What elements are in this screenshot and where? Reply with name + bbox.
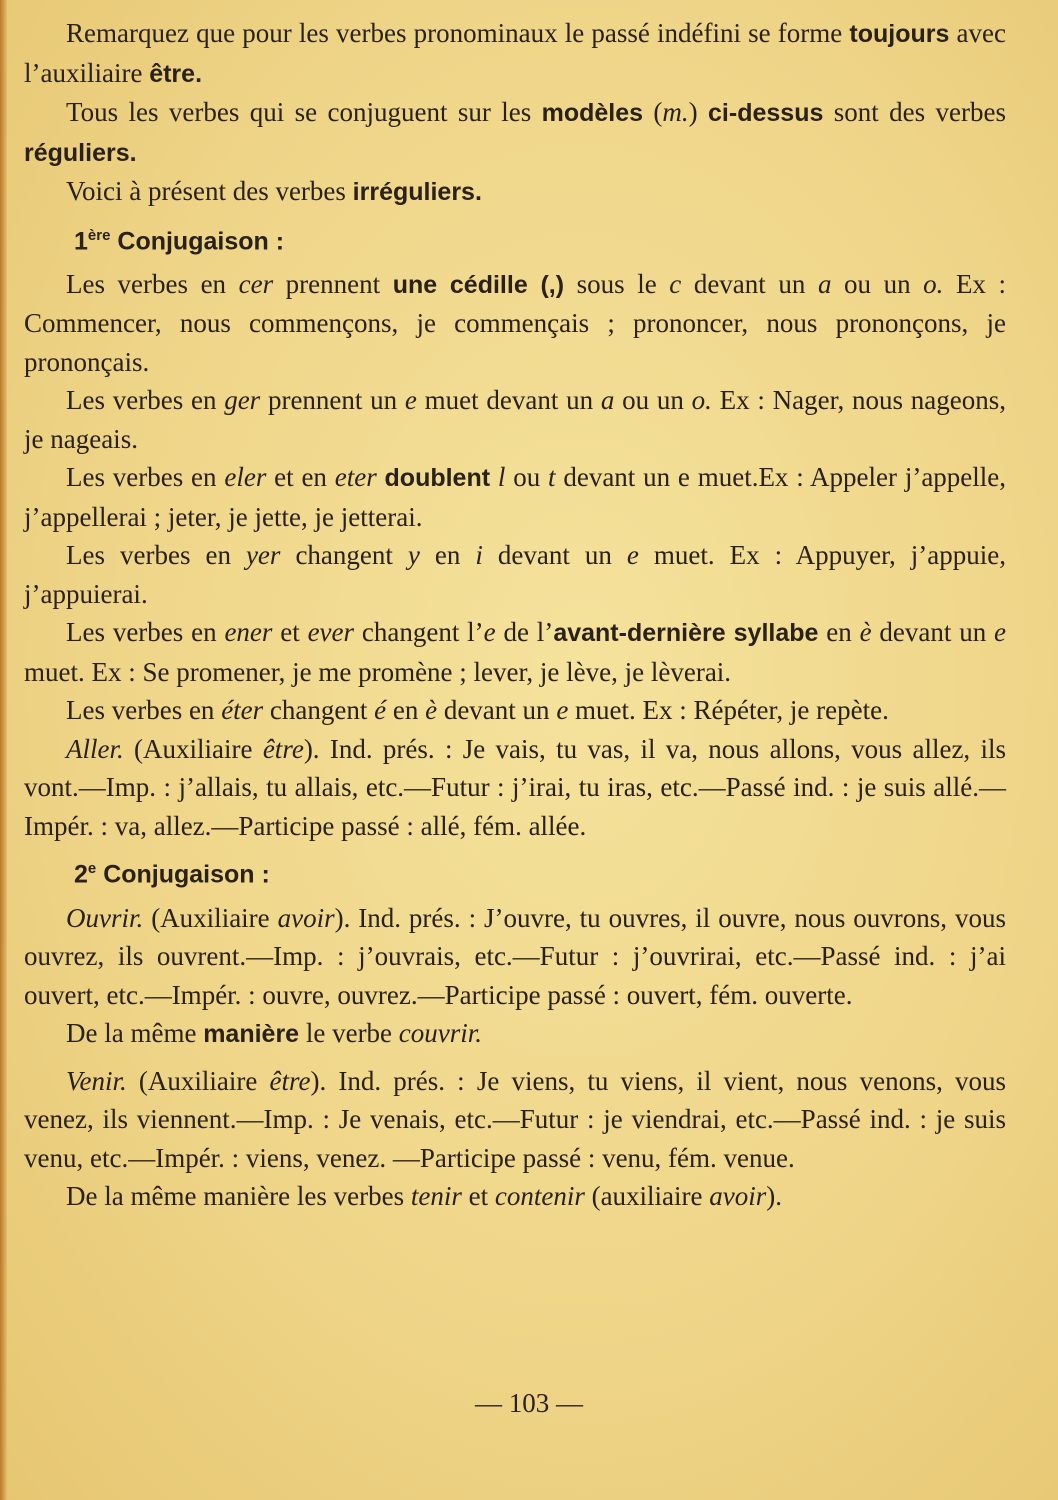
paragraph-eter-accent-verbs: Les verbes en éter changent é en è devant un e muet. Ex : Répéter, je repète. [66, 695, 889, 726]
paragraph-tenir-contenir: De la même manière les verbes tenir et contenir (auxiliaire avoir). [66, 1181, 783, 1212]
heading-first-conjugation: 1ère Conjugaison : [74, 226, 285, 255]
paragraph-cer-verbs: Les verbes en cer prennent une cédille (,) sous le c devant un a ou un o. Ex : Commencer, nous commençons, je commençais ; prononcer, nous prononçons, je prononçais. [24, 268, 1006, 377]
paragraph-aller: Aller. (Auxiliaire être). Ind. prés. : Je vais, tu vas, il va, nous allons, vous allez, ils vont.—Imp. : j’allais, tu allais, etc.—Futur : j’irai, tu iras, etc.—Passé ind. : je suis allé.—Impér. : va, allez.—Participe passé : allé, fém. allée. [24, 733, 1006, 841]
paragraph-irregular-intro: Voici à présent des verbes irréguliers. [66, 176, 482, 206]
page-edge [0, 0, 7, 1500]
paragraph-ouvrir: Ouvrir. (Auxiliaire avoir). Ind. prés. : J’ouvre, tu ouvres, il ouvre, nous ouvrons, vous ouvrez, ils ouvrent.—Imp. : j’ouvrais, etc.—Futur : j’ouvrirai, etc.—Passé ind. : j’ai ouvert, etc.—Impér. : ouvre, ouvrez.—Participe passé : ouvert, fém. ouverte. [24, 902, 1006, 1010]
paragraph-eler-eter-verbs: Les verbes en eler et en eter doublent l ou t devant un e muet.Ex : Appeler j’appelle, j’appellerai ; jeter, je jette, je jetterai. [24, 462, 1007, 532]
heading-second-conjugation: 2e Conjugaison : [74, 860, 270, 889]
paragraph-ener-ever-verbs: Les verbes en ener et ever changent l’e de l’avant-dernière syllabe en è devant un e muet. Ex : Se promener, je me promène ; lever, je lève, je lèverai. [24, 617, 1007, 687]
page-number: — 103 — [475, 1388, 583, 1418]
paragraph-venir: Venir. (Auxiliaire être). Ind. prés. : Je viens, tu viens, il vient, nous venons, vous venez, ils viennent.—Imp. : Je venais, etc.—Futur : je viendrai, etc.—Passé ind. : je suis venu, etc.—Impér. : viens, venez. —Participe passé : venu, fém. venue. [24, 1065, 1006, 1173]
paragraph-couvrir: De la même manière le verbe couvrir. [66, 1018, 483, 1049]
paragraph-yer-verbs: Les verbes en yer changent y en i devant un e muet. Ex : Appuyer, j’appuie, j’appuierai. [24, 540, 1006, 609]
paragraph-pronominal: Remarquez que pour les verbes pronominaux le passé indéfini se forme toujours avec l’auxiliaire être. [24, 18, 1006, 88]
paragraph-regular-verbs: Tous les verbes qui se conjuguent sur les modèles (m.) ci-dessus sont des verbes réguliers. [24, 97, 1006, 167]
paragraph-ger-verbs: Les verbes en ger prennent un e muet devant un a ou un o. Ex : Nager, nous nageons, je nageais. [24, 385, 1007, 454]
